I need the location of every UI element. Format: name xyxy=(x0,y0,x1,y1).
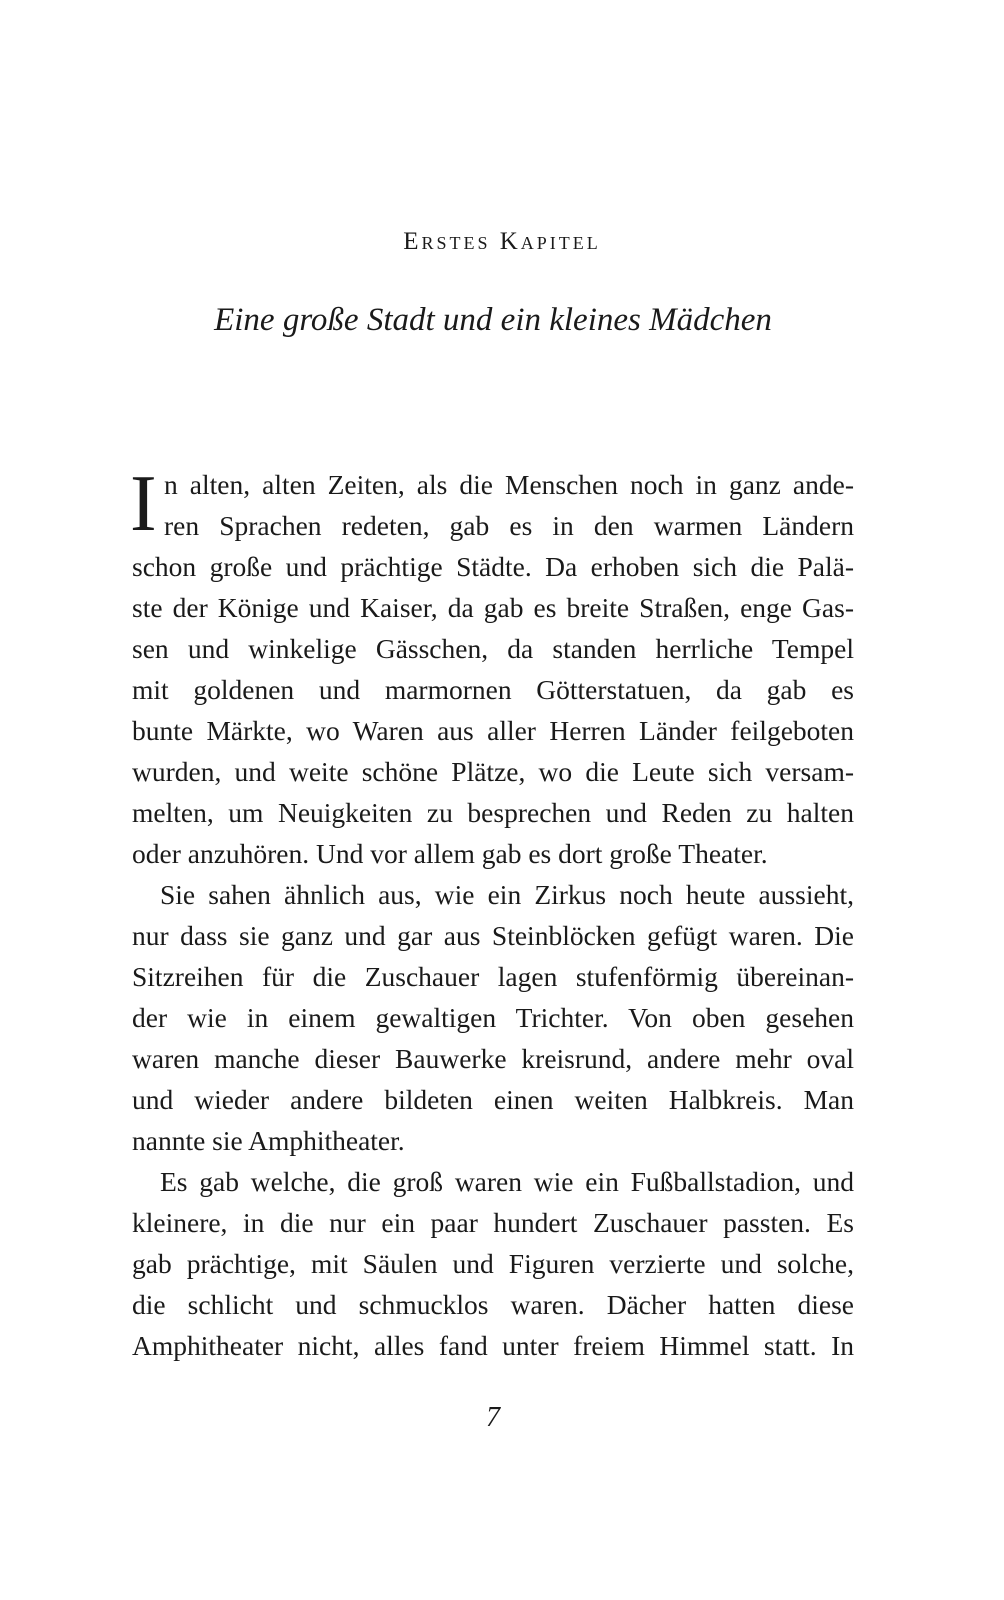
text-line: Sitzreihen für die Zuschauer lagen stufenförmig übereinan- xyxy=(132,961,854,992)
text-line: kleinere, in die nur ein paar hundert Zuschauer passten. Es xyxy=(132,1207,854,1238)
text-line: oder anzuhören. Und vor allem gab es dort große Theater. xyxy=(132,838,768,869)
page-number: 7 xyxy=(486,1402,500,1433)
chapter-label: Erstes Kapitel xyxy=(403,228,601,255)
text-line: die schlicht und schmucklos waren. Dächer hatten diese xyxy=(132,1289,854,1320)
text-line: der wie in einem gewaltigen Trichter. Von oben gesehen xyxy=(132,1002,854,1033)
text-line: und wieder andere bildeten einen weiten Halbkreis. Man xyxy=(132,1084,854,1115)
text-line: gab prächtige, mit Säulen und Figuren verzierte und solche, xyxy=(132,1248,854,1279)
text-line: nur dass sie ganz und gar aus Steinblöcken gefügt waren. Die xyxy=(132,920,854,951)
text-line: ste der Könige und Kaiser, da gab es breite Straßen, enge Gas- xyxy=(132,592,854,623)
drop-cap: I xyxy=(130,460,157,548)
text-line: sen und winkelige Gässchen, da standen herrliche Tempel xyxy=(132,633,854,664)
text-line: mit goldenen und marmornen Götterstatuen, da gab es xyxy=(132,674,854,705)
text-line: bunte Märkte, wo Waren aus aller Herren Länder feilgeboten xyxy=(132,715,854,746)
body-text xyxy=(130,460,854,1366)
text-line: waren manche dieser Bauwerke kreisrund, andere mehr oval xyxy=(132,1043,854,1074)
text-line: schon große und prächtige Städte. Da erhoben sich die Palä- xyxy=(132,551,854,582)
text-line: wurden, und weite schöne Plätze, wo die Leute sich versam- xyxy=(132,756,854,787)
text-line: Amphitheater nicht, alles fand unter freiem Himmel statt. In xyxy=(132,1330,854,1361)
text-line: nannte sie Amphitheater. xyxy=(132,1125,405,1156)
text-line: Es gab welche, die groß waren wie ein Fußballstadion, und xyxy=(160,1166,854,1197)
text-line: ren Sprachen redeten, gab es in den warmen Ländern xyxy=(164,510,854,541)
chapter-title: Eine große Stadt und ein kleines Mädchen xyxy=(214,302,772,338)
text-line: melten, um Neuigkeiten zu besprechen und Reden zu halten xyxy=(132,797,854,828)
text-line: Sie sahen ähnlich aus, wie ein Zirkus noch heute aussieht, xyxy=(160,879,854,910)
text-line-content: n alten, alten Zeiten, als die Menschen noch in ganz ande- xyxy=(164,469,854,500)
